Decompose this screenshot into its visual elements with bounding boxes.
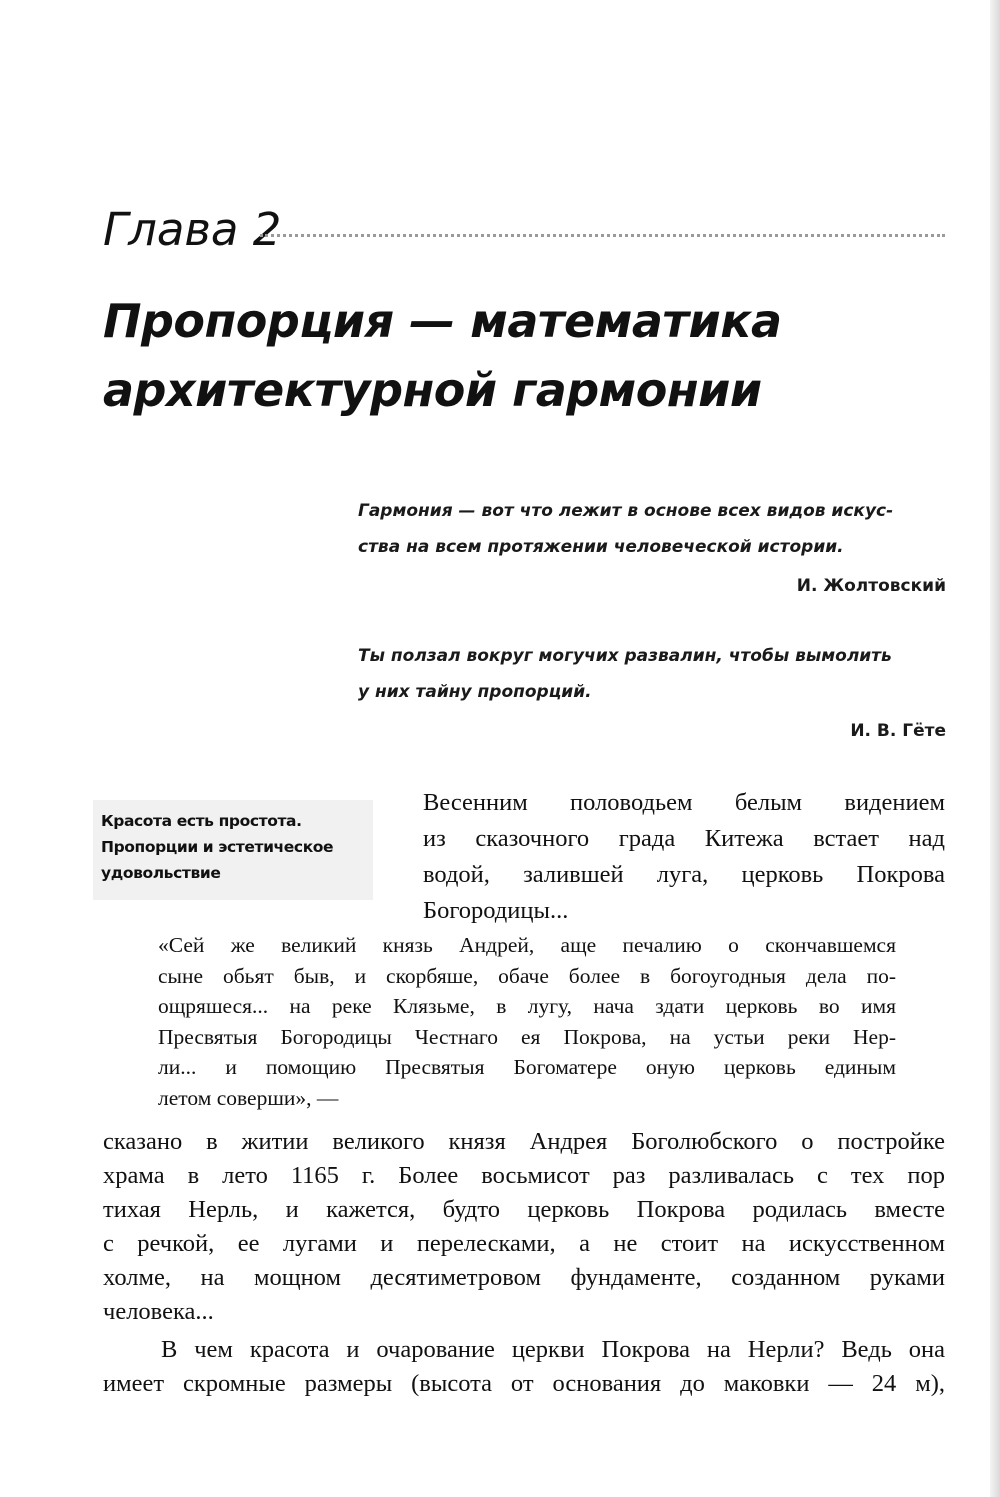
text-line: В чем красота и очарование церкви Покрова на Нерли? Ведь она [161, 1336, 945, 1363]
epigraph-author: И. Жолтовский [796, 576, 946, 596]
epigraph-goethe [358, 638, 946, 746]
lead-paragraph [423, 785, 945, 929]
epigraph-text [358, 493, 946, 565]
epigraph-line: у них тайну пропорций. [358, 682, 592, 702]
chapter-title-line: Пропорция — математика [103, 294, 782, 348]
text-line: человека... [103, 1298, 214, 1325]
epigraph-author: И. В. Гёте [850, 721, 946, 741]
text-line: храма в лето 1165 г. Более восьмисот раз разливалась с тех пор [103, 1162, 945, 1189]
body-paragraph-2 [103, 1333, 945, 1401]
epigraph-line: Ты ползал вокруг могучих развалин, чтобы вымолить [358, 646, 892, 666]
quote-line: ощряшеся... на реке Клязьме, в лугу, нача здати церковь во имя [158, 994, 896, 1018]
text-line: тихая Нерль, и кажется, будто церковь Покрова родилась вместе [103, 1196, 945, 1223]
chapter-label: Глава 2 [103, 203, 282, 256]
quote-line: «Сей же великий князь Андрей, аще печалию о скончавшемся [158, 933, 896, 957]
chapter-header [103, 200, 945, 260]
epigraph-line: ства на всем протяжении человеческой истории. [358, 537, 844, 557]
margin-heading-line: Красота есть простота. [101, 812, 302, 830]
chapter-dotted-rule [260, 234, 945, 237]
body-paragraph-1 [103, 1125, 945, 1329]
chapter-title-line: архитектурной гармонии [103, 363, 762, 417]
chapter-title [103, 287, 953, 425]
text-line: Весенним половодьем белым видением [423, 789, 945, 816]
margin-heading-line: Пропорции и эстетическое [101, 838, 334, 856]
margin-heading-line: удовольствие [101, 864, 221, 882]
epigraph-line: Гармония — вот что лежит в основе всех видов искус- [358, 501, 894, 521]
margin-heading [93, 800, 373, 900]
text-line: Богородицы... [423, 897, 569, 924]
page-edge [990, 0, 1000, 1497]
quote-line: ли... и помощию Пресвятыя Богоматере оную церковь единым [158, 1055, 896, 1079]
quote-line: летом соверши», — [158, 1085, 339, 1110]
text-line: с речкой, ее лугами и перелесками, а не стоит на искусственном [103, 1230, 945, 1257]
epigraph-text [358, 638, 946, 710]
text-line: сказано в житии великого князя Андрея Боголюбского о постройке [103, 1128, 945, 1155]
quote-line: Пресвятыя Богородицы Честнаго ея Покрова, на устьи реки Нер- [158, 1024, 896, 1049]
text-line: водой, залившей луга, церковь Покрова [423, 861, 945, 888]
epigraph-zholtovsky [358, 493, 946, 601]
quote-line: сыне обьят быв, и скорбяше, обаче более в богоугодныя дела по- [158, 963, 896, 988]
text-line: из сказочного града Китежа встает над [423, 825, 945, 852]
block-quote [158, 930, 896, 1113]
text-line: имеет скромные размеры (высота от основания до маковки — 24 м), [103, 1370, 945, 1397]
text-line: холме, на мощном десятиметровом фундаменте, созданном руками [103, 1264, 945, 1291]
